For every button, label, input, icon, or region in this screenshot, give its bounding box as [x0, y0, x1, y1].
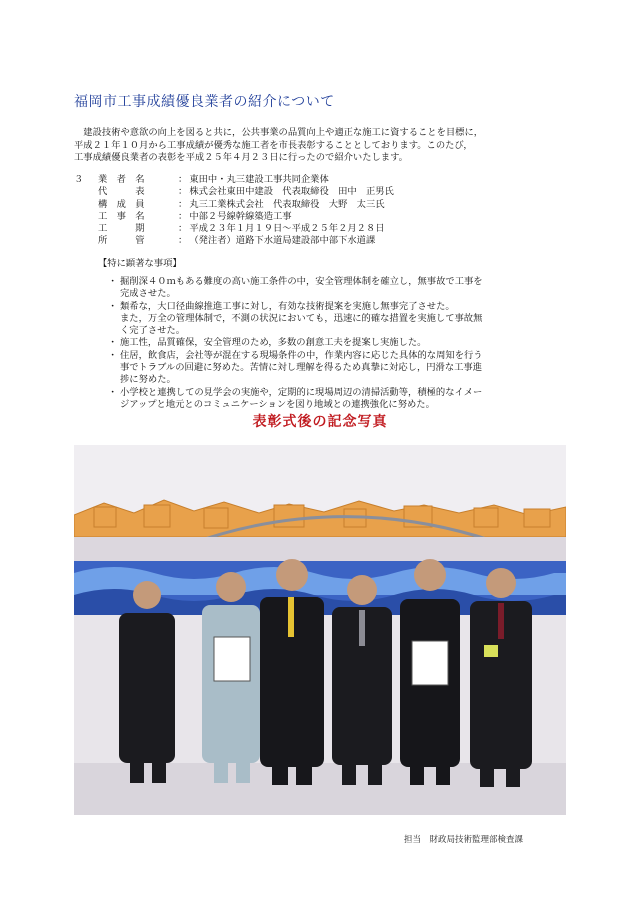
notable-line: く完了させた。 [120, 325, 186, 337]
bullet-marker: ・ [108, 386, 118, 398]
info-row: 所 管 ： （発注者）道路下水道局建設部中部下水道課 [98, 235, 376, 247]
group-photo-icon [74, 445, 566, 815]
credit: 担当 財政局技術監理部検査課 [404, 835, 524, 845]
info-row: ３ 業 者 名 ： 東田中・丸三建設工事共同企業体 [74, 174, 329, 185]
photo-title: 表彰式後の記念写真 [252, 414, 388, 430]
info-value: （発注者）道路下水道局建設部中部下水道課 [189, 235, 376, 247]
notable-list [108, 276, 578, 411]
notable-line: 完成させた。 [120, 288, 176, 300]
notable-line: また，万全の管理体制で，不測の状況においても，迅速に的確な措置を実施して事故無 [120, 312, 483, 324]
intro-paragraph [74, 127, 574, 165]
info-number: ３ [74, 174, 84, 185]
notable-line: ジアップと地元とのコミュニケーションを図り地域との連携強化に努めた。 [120, 398, 435, 410]
info-key: 代 表 [98, 186, 145, 198]
bullet-marker: ・ [108, 337, 118, 349]
notable-line: 類希な，大口径曲線推進工事に対し，有効な技術提案を実施し無事完了させた。 [120, 300, 455, 312]
notable-item-text [120, 313, 482, 338]
notable-item [108, 387, 578, 412]
info-row: 構 成 員 ： 丸三工業株式会社 代表取締役 大野 太三氏 [98, 198, 385, 210]
info-value: 東田中・丸三建設工事共同企業体 [189, 174, 329, 185]
notable-item-text [120, 350, 483, 387]
info-value: 平成２３年１月１９日～平成２５年２月２８日 [189, 223, 385, 235]
intro-line: 建設技術や意欲の向上を図ると共に，公共事業の品質向上や適正な施工に資することを目標に， [74, 127, 484, 138]
notable-item-text [120, 276, 483, 301]
info-row: 工 期 ： 平成２３年１月１９日～平成２５年２月２８日 [98, 223, 385, 235]
info-key: 所 管 [98, 235, 145, 247]
intro-line: 平成２１年１０月から工事成績が優秀な施工者を市長表彰することとしております。このたび， [74, 139, 473, 151]
notable-item-text [120, 301, 455, 313]
bullet-marker [108, 313, 120, 338]
info-row: 代 表 ： 株式会社東田中建設 代表取締役 田中 正男氏 [98, 186, 394, 198]
info-key: 工 事 名 [98, 210, 145, 222]
notable-item-text [120, 387, 482, 412]
notable-item [108, 337, 578, 349]
info-key: 構 成 員 [98, 198, 145, 210]
notable-line: 事でトラブルの回避に努めた。苦情に対し理解を得るため真摯に対応し，円滑な工事進 [120, 362, 483, 374]
notable-line: 住居，飲食店，会社等が混在する現場条件の中，作業内容に応じた具体的な周知を行う [120, 349, 483, 361]
notable-item-text [120, 337, 426, 349]
bullet-marker: ・ [108, 349, 118, 361]
notable-item [108, 350, 578, 387]
notable-heading: 【特に顕著な事項】 [98, 258, 182, 269]
bullet-marker: ・ [108, 276, 118, 287]
info-key: 業 者 名 [98, 174, 145, 185]
info-value: 中部２号線幹線築造工事 [189, 210, 292, 222]
notable-line: 捗に努めた。 [120, 374, 176, 386]
notable-line: 小学校と連携しての見学会の実施や，定期的に現場周辺の清掃活動等，積極的なイメー [120, 386, 483, 398]
info-key: 工 期 [98, 223, 145, 235]
page-title: 福岡市工事成績優良業者の紹介について [74, 94, 335, 110]
info-row: 工 事 名 ： 中部２号線幹線築造工事 [98, 210, 292, 222]
info-value: 株式会社東田中建設 代表取締役 田中 正男氏 [189, 186, 394, 198]
notable-item [108, 301, 578, 313]
notable-line: 施工性，品質確保，安全管理のため，多数の創意工夫を提案し実施した。 [120, 337, 427, 349]
group-photo [74, 445, 566, 815]
notable-item [108, 276, 578, 301]
notable-item [108, 313, 578, 338]
intro-line: 工事成績優良業者の表彰を平成２５年４月２３日に行ったので紹介いたします。 [74, 152, 408, 163]
contractor-info [74, 174, 394, 248]
info-value: 丸三工業株式会社 代表取締役 大野 太三氏 [189, 198, 385, 210]
notable-line: 掘削深４０ｍもある難度の高い施工条件の中，安全管理体制を確立し，無事故で工事を [120, 276, 483, 287]
bullet-marker: ・ [108, 300, 118, 312]
